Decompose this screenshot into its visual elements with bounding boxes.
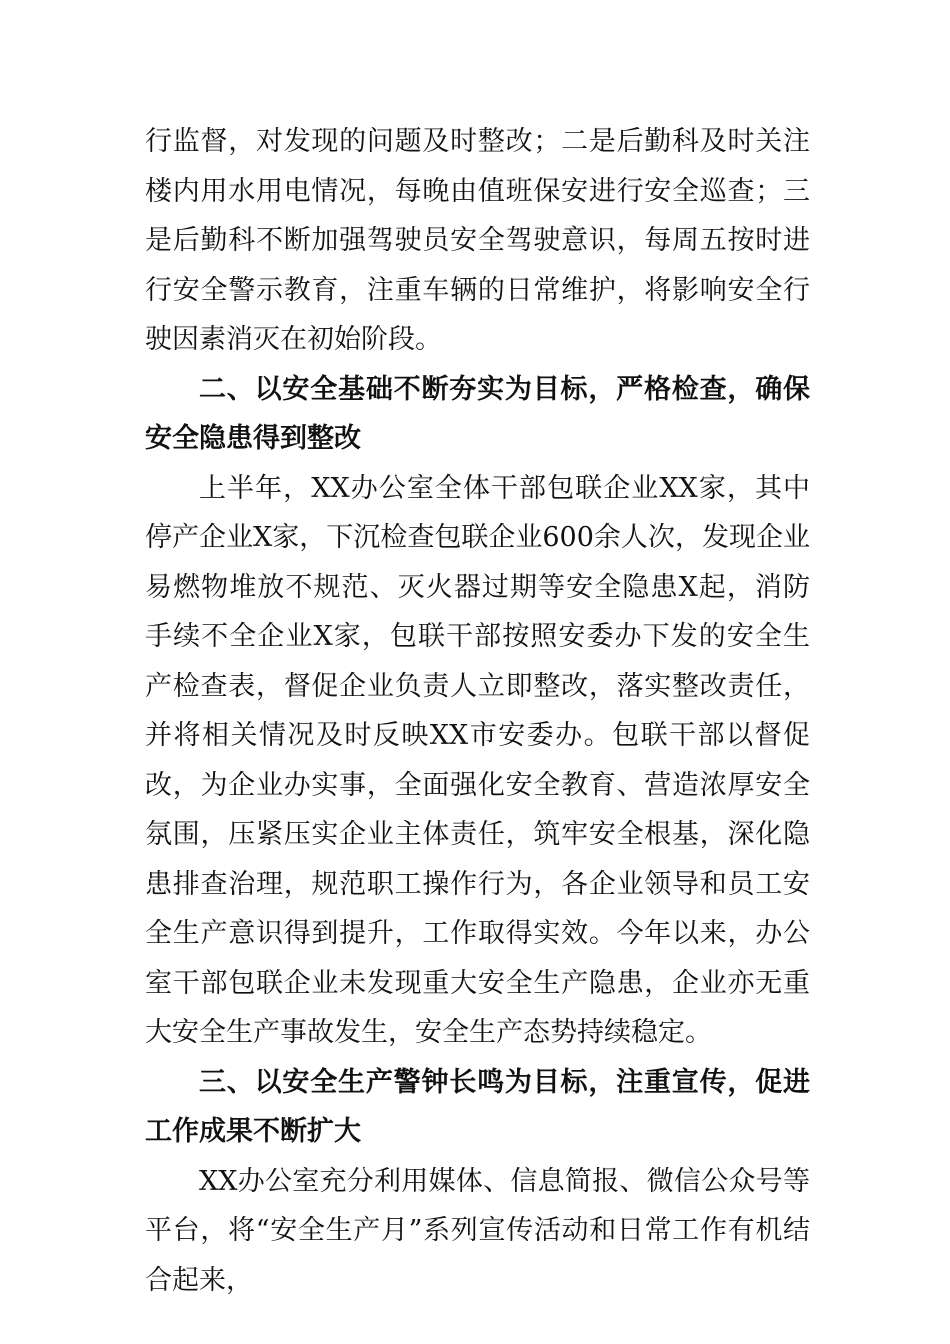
- paragraph-section-2: 上半年，XX办公室全体干部包联企业XX家，其中停产企业X家，下沉检查包联企业600余人次，发现企业易燃物堆放不规范、灭火器过期等安全隐患X起，消防手续不全企业X家，包联干部按照安委办下发的安全生产检查表，督促企业负责人立即整改，落实整改责任，并将相关情况及时反映XX市安委办。包联干部以督促改，为企业办实事，全面强化安全教育、营造浓厚安全氛围，压紧压实企业主体责任，筑牢安全根基，深化隐患排查治理，规范职工操作行为，各企业领导和员工安全生产意识得到提升，工作取得实效。今年以来，办公室干部包联企业未发现重大安全生产隐患，企业亦无重大安全生产事故发生，安全生产态势持续稳定。: [145, 472, 810, 1048]
- section-heading-2: 二、以安全基础不断夯实为目标，严格检查，确保安全隐患得到整改: [145, 373, 810, 454]
- section-heading-3: 三、以安全生产警钟长鸣为目标，注重宣传，促进工作成果不断扩大: [145, 1066, 810, 1147]
- document-body: [145, 117, 810, 1305]
- paragraph-continued: 行监督，对发现的问题及时整改；二是后勤科及时关注楼内用水用电情况，每晚由值班保安进行安全巡查；三是后勤科不断加强驾驶员安全驾驶意识，每周五按时进行安全警示教育，注重车辆的日常维护，将影响安全行驶因素消灭在初始阶段。: [145, 126, 810, 355]
- paragraph-section-3: XX办公室充分利用媒体、信息简报、微信公众号等平台，将“安全生产月”系列宣传活动和日常工作有机结合起来，: [145, 1165, 810, 1296]
